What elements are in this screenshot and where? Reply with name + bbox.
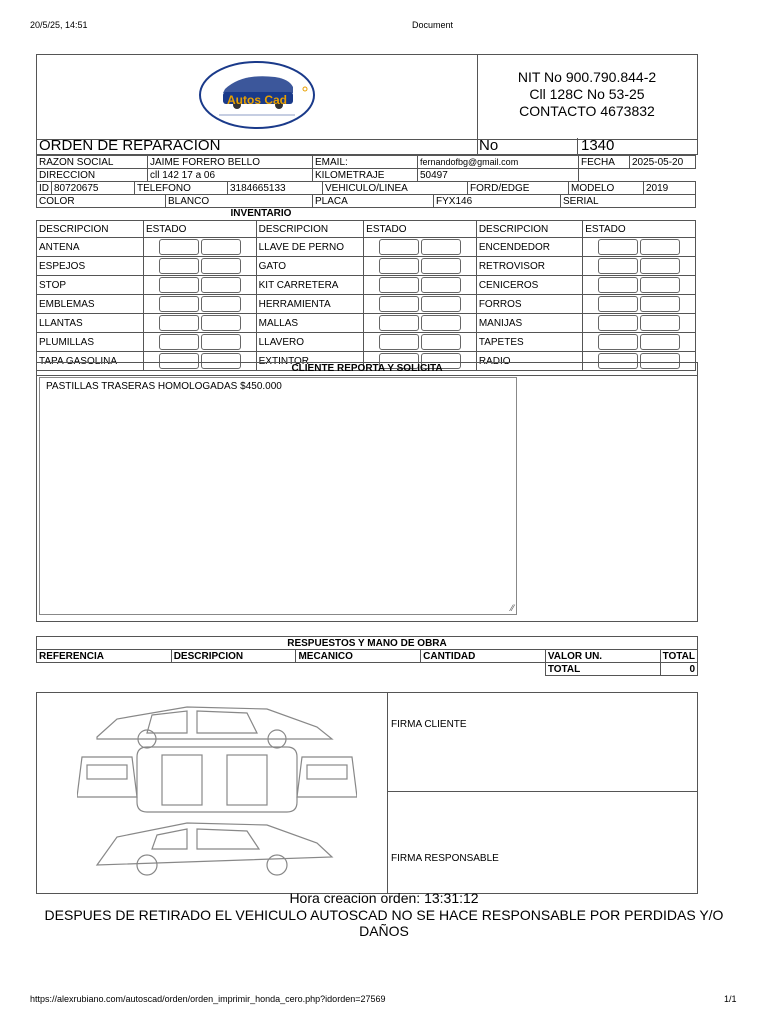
inventory-item-label: EMBLEMAS bbox=[37, 295, 144, 314]
inventory-estado-input[interactable] bbox=[201, 258, 241, 274]
inventory-estado-input[interactable] bbox=[201, 315, 241, 331]
parts-header-cell: MECANICO bbox=[296, 650, 421, 663]
id-value: 80720675 bbox=[52, 182, 135, 195]
inventory-estado-input[interactable] bbox=[640, 277, 680, 293]
company-nit: NIT No 900.790.844-2 bbox=[517, 69, 657, 85]
inventory-estado-input[interactable] bbox=[379, 258, 419, 274]
inventory-item-label: RETROVISOR bbox=[476, 257, 582, 276]
modelo-value: 2019 bbox=[644, 182, 696, 195]
order-title-row bbox=[36, 138, 698, 155]
inventory-item-label: ANTENA bbox=[37, 238, 144, 257]
color-label: COLOR bbox=[37, 195, 166, 208]
inventory-estado-input[interactable] bbox=[159, 277, 199, 293]
inventory-estado-input[interactable] bbox=[421, 296, 461, 312]
disclaimer: DESPUES DE RETIRADO EL VEHICULO AUTOSCAD NO SE HACE RESPONSABLE POR PERDIDAS Y/O DAÑOS bbox=[44, 907, 724, 939]
inventory-estado-input[interactable] bbox=[640, 258, 680, 274]
inventory-estado-input[interactable] bbox=[421, 334, 461, 350]
inventory-estado-input[interactable] bbox=[640, 296, 680, 312]
inventory-item-label: LLAVE DE PERNO bbox=[256, 238, 364, 257]
inventory-estado-input[interactable] bbox=[201, 296, 241, 312]
id-label: ID bbox=[37, 182, 52, 195]
parts-total-value: 0 bbox=[660, 663, 697, 676]
inventory-estado-cell bbox=[364, 276, 477, 295]
inventory-header-row bbox=[37, 221, 696, 238]
color-value: BLANCO bbox=[166, 195, 313, 208]
inventory-item-label: ESPEJOS bbox=[37, 257, 144, 276]
inventory-item-label: STOP bbox=[37, 276, 144, 295]
inventory-estado-header: ESTADO bbox=[364, 221, 477, 238]
inventory-estado-cell bbox=[143, 333, 256, 352]
client-request-textarea[interactable] bbox=[39, 377, 517, 615]
inventory-item-label: PLUMILLAS bbox=[37, 333, 144, 352]
parts-header-cell: VALOR UN. bbox=[545, 650, 660, 663]
inventory-estado-input[interactable] bbox=[201, 334, 241, 350]
inventory-estado-cell bbox=[583, 276, 696, 295]
client-info-table bbox=[36, 155, 696, 169]
signature-section bbox=[36, 692, 698, 894]
inventory-estado-input[interactable] bbox=[379, 334, 419, 350]
parts-header-cell: REFERENCIA bbox=[37, 650, 172, 663]
inventory-estado-cell bbox=[143, 257, 256, 276]
inventory-estado-cell bbox=[583, 295, 696, 314]
inventory-item-label: HERRAMIENTA bbox=[256, 295, 364, 314]
client-request-text: PASTILLAS TRASERAS HOMOLOGADAS $450.000 bbox=[46, 381, 282, 392]
inventory-estado-input[interactable] bbox=[640, 315, 680, 331]
fecha-value: 2025-05-20 bbox=[630, 156, 696, 169]
inventory-estado-cell bbox=[583, 238, 696, 257]
inventory-estado-input[interactable] bbox=[159, 296, 199, 312]
inventory-estado-input[interactable] bbox=[159, 239, 199, 255]
razon-value: JAIME FORERO BELLO bbox=[148, 156, 313, 169]
print-datetime: 20/5/25, 14:51 bbox=[30, 20, 88, 30]
km-label: KILOMETRAJE bbox=[313, 169, 418, 182]
inventory-estado-input[interactable] bbox=[201, 277, 241, 293]
km-value: 50497 bbox=[418, 169, 579, 182]
company-header bbox=[36, 54, 698, 140]
parts-table bbox=[36, 636, 698, 676]
modelo-label: MODELO bbox=[569, 182, 644, 195]
order-title: ORDEN DE REPARACION bbox=[39, 137, 221, 154]
inventory-estado-cell bbox=[143, 276, 256, 295]
inventory-estado-input[interactable] bbox=[379, 277, 419, 293]
inventory-estado-cell bbox=[583, 333, 696, 352]
inventory-estado-cell bbox=[583, 257, 696, 276]
inventory-item-label: CENICEROS bbox=[476, 276, 582, 295]
inventory-estado-header: ESTADO bbox=[583, 221, 696, 238]
placa-value: FYX146 bbox=[434, 195, 561, 208]
inventory-estado-input[interactable] bbox=[379, 296, 419, 312]
client-row-4 bbox=[37, 195, 696, 208]
inventory-row bbox=[37, 238, 696, 257]
company-contact: CONTACTO 4673832 bbox=[519, 103, 655, 119]
client-row-4-table bbox=[36, 194, 696, 208]
inventory-estado-cell bbox=[364, 295, 477, 314]
client-row-3 bbox=[37, 182, 696, 195]
inventory-estado-input[interactable] bbox=[598, 239, 638, 255]
parts-header-cell: TOTAL bbox=[660, 650, 697, 663]
inventory-estado-input[interactable] bbox=[201, 239, 241, 255]
inventory-item-label: TAPA GASOLINA bbox=[37, 352, 144, 371]
parts-title: RESPUESTOS Y MANO DE OBRA bbox=[37, 637, 698, 650]
client-request-box bbox=[36, 362, 698, 622]
client-row-1 bbox=[37, 156, 696, 169]
inventory-item-label: GATO bbox=[256, 257, 364, 276]
order-no-value: 1340 bbox=[581, 137, 615, 154]
tel-label: TELEFONO bbox=[135, 182, 228, 195]
fecha-label: FECHA bbox=[579, 156, 630, 169]
vehiculo-value: FORD/EDGE bbox=[468, 182, 569, 195]
inventory-item-label: TAPETES bbox=[476, 333, 582, 352]
inventory-row bbox=[37, 276, 696, 295]
inventory-desc-header: DESCRIPCION bbox=[476, 221, 582, 238]
inventory-estado-input[interactable] bbox=[159, 258, 199, 274]
parts-header-cell: CANTIDAD bbox=[421, 650, 546, 663]
client-row-2 bbox=[37, 169, 697, 182]
inventory-item-label: RADIO bbox=[476, 352, 582, 371]
created-time: Hora creacion orden: 13:31:12 bbox=[289, 890, 479, 906]
inventory-grid bbox=[36, 220, 698, 371]
company-logo bbox=[197, 59, 317, 131]
parts-total-row bbox=[37, 663, 698, 676]
client-row-3-table bbox=[36, 181, 696, 195]
inventory-desc-header: DESCRIPCION bbox=[37, 221, 144, 238]
inventory-row bbox=[37, 314, 696, 333]
vehiculo-label: VEHICULO/LINEA bbox=[323, 182, 468, 195]
inventory-estado-input[interactable] bbox=[421, 277, 461, 293]
inventory-desc-header: DESCRIPCION bbox=[256, 221, 364, 238]
inventory-item-label: MANIJAS bbox=[476, 314, 582, 333]
parts-header-cell: DESCRIPCION bbox=[171, 650, 296, 663]
inventory-item-label: KIT CARRETERA bbox=[256, 276, 364, 295]
parts-title-row bbox=[37, 637, 698, 650]
inventory-estado-input[interactable] bbox=[159, 334, 199, 350]
car-diagram-icon bbox=[77, 697, 357, 887]
inventory-estado-input[interactable] bbox=[379, 239, 419, 255]
razon-label: RAZON SOCIAL bbox=[37, 156, 148, 169]
serial-label: SERIAL bbox=[561, 195, 696, 208]
client-request-title: CLIENTE REPORTA Y SOLICITA bbox=[37, 363, 697, 376]
parts-header-row bbox=[37, 650, 698, 663]
inventory-table bbox=[36, 220, 696, 371]
print-title: Document bbox=[412, 20, 454, 30]
direccion-value: cll 142 17 a 06 bbox=[148, 169, 313, 182]
inventory-estado-input[interactable] bbox=[598, 315, 638, 331]
placa-label: PLACA bbox=[313, 195, 434, 208]
inventory-estado-input[interactable] bbox=[421, 239, 461, 255]
inventory-item-label: LLANTAS bbox=[37, 314, 144, 333]
signature-client-label: FIRMA CLIENTE bbox=[391, 719, 467, 730]
inventory-row bbox=[37, 295, 696, 314]
order-no-label: No bbox=[479, 137, 499, 154]
inventory-estado-header: ESTADO bbox=[143, 221, 256, 238]
inventory-estado-input[interactable] bbox=[598, 296, 638, 312]
client-row-2-table bbox=[36, 168, 696, 182]
print-url: https://alexrubiano.com/autoscad/orden/orden_imprimir_honda_cero.php?idorden=27569 bbox=[30, 994, 386, 1004]
email-label: EMAIL: bbox=[313, 156, 418, 169]
inventory-item-label: FORROS bbox=[476, 295, 582, 314]
tel-value: 3184665133 bbox=[228, 182, 323, 195]
inventory-estado-cell bbox=[364, 333, 477, 352]
inventory-row bbox=[37, 257, 696, 276]
inventory-item-label: ENCENDEDOR bbox=[476, 238, 582, 257]
inventory-estado-cell bbox=[583, 314, 696, 333]
inventory-item-label: LLAVERO bbox=[256, 333, 364, 352]
logo-text: Autos Cad bbox=[227, 93, 287, 107]
inventory-estado-cell bbox=[364, 238, 477, 257]
inventory-item-label: EXTINTOR bbox=[256, 352, 364, 371]
company-info bbox=[477, 69, 697, 120]
inventory-estado-cell bbox=[143, 314, 256, 333]
inventory-estado-input[interactable] bbox=[598, 258, 638, 274]
email-value: fernandofbg@gmail.com bbox=[418, 156, 579, 169]
inventory-title: INVENTARIO bbox=[230, 208, 292, 219]
inventory-estado-input[interactable] bbox=[159, 315, 199, 331]
inventory-row bbox=[37, 333, 696, 352]
inventory-estado-input[interactable] bbox=[640, 239, 680, 255]
inventory-estado-cell bbox=[143, 295, 256, 314]
parts-total-label: TOTAL bbox=[545, 663, 660, 676]
inventory-estado-input[interactable] bbox=[421, 315, 461, 331]
inventory-estado-cell bbox=[364, 257, 477, 276]
inventory-estado-input[interactable] bbox=[421, 258, 461, 274]
direccion-label: DIRECCION bbox=[37, 169, 148, 182]
print-page: 1/1 bbox=[724, 994, 737, 1004]
inventory-estado-input[interactable] bbox=[640, 334, 680, 350]
inventory-estado-input[interactable] bbox=[379, 315, 419, 331]
company-address: Cll 128C No 53-25 bbox=[529, 86, 645, 102]
resize-grip-icon[interactable]: ⁄⁄ bbox=[510, 603, 514, 613]
inventory-estado-cell bbox=[143, 238, 256, 257]
inventory-item-label: MALLAS bbox=[256, 314, 364, 333]
inventory-estado-cell bbox=[364, 314, 477, 333]
inventory-estado-input[interactable] bbox=[598, 334, 638, 350]
inventory-estado-input[interactable] bbox=[598, 277, 638, 293]
signature-responsible-label: FIRMA RESPONSABLE bbox=[391, 853, 499, 864]
